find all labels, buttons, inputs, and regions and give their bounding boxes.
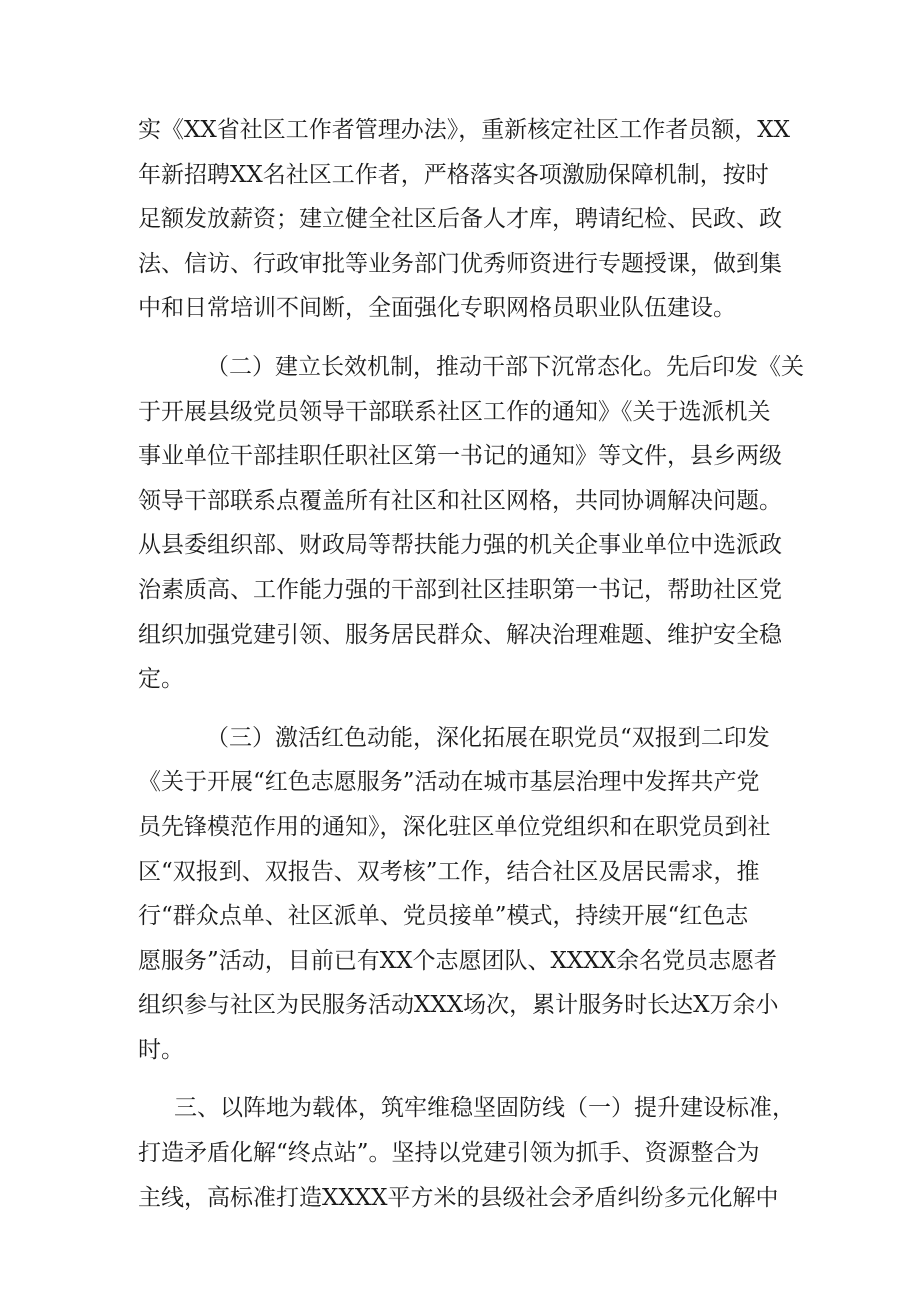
text-line: 愿服务”活动，目前已有XX个志愿团队、XXXX余名党员志愿者 (138, 947, 778, 974)
text-line: 行“群众点单、社区派单、党员接单”模式，持续开展“红色志 (138, 903, 749, 930)
text-line: 组织加强党建引领、服务居民群众、解决治理难题、维护安全稳 (138, 621, 782, 648)
text-line: 《关于开展“红色志愿服务”活动在城市基层治理中发挥共产党 (138, 769, 760, 796)
text-line: 年新招聘XX名社区工作者，严格落实各项激励保障机制，按时 (138, 161, 769, 188)
text-line: 足额发放薪资；建立健全社区后备人才库，聘请纪检、民政、政 (138, 206, 782, 233)
text-line: 法、信访、行政审批等业务部门优秀师资进行专题授课，做到集 (138, 250, 782, 277)
paragraph-gap (138, 702, 808, 716)
text-line: 区“双报到、双报告、双考核”工作，结合社区及居民需求，推 (138, 858, 760, 885)
text-line: 员先锋模范作用的通知》，深化驻区单位党组织和在职党员到社 (138, 813, 771, 840)
text-line: 时。 (138, 1036, 184, 1063)
paragraph-3 (138, 716, 808, 1073)
text-line: 实《XX省社区工作者管理办法》，重新核定社区工作者员额，XX (138, 117, 790, 143)
text-line: 于开展县级党员领导干部联系社区工作的通知》《关于选派机关 (138, 398, 771, 425)
paragraph-gap (138, 331, 808, 345)
text-line: 事业单位干部挂职任职社区第一书记的通知》等文件，县乡两级 (138, 443, 782, 470)
text-line: （二）建立长效机制，推动干部下沉常态化。先后印发《关 (206, 353, 804, 380)
text-line: 主线，高标准打造XXXX平方米的县级社会矛盾纠纷多元化解中 (138, 1184, 779, 1211)
text-line: 治素质高、工作能力强的干部到社区挂职第一书记，帮助社区党 (138, 576, 782, 603)
text-line: 组织参与社区为民服务活动XXX场次，累计服务时长达X万余小 (138, 992, 779, 1019)
paragraph-4 (138, 1086, 808, 1220)
text-line: （三）激活红色动能，深化拓展在职党员“双报到二印发 (206, 724, 770, 751)
text-line: 从县委组织部、财政局等帮扶能力强的机关企事业单位中选派政 (138, 532, 782, 559)
paragraph-gap (138, 1072, 808, 1086)
text-line: 中和日常培训不间断，全面强化专职网格员职业队伍建设。 (138, 295, 736, 322)
document-body (138, 108, 808, 1220)
text-line: 定。 (138, 666, 184, 693)
paragraph-1 (138, 108, 808, 331)
text-line: 打造矛盾化解“终点站”。坚持以党建引领为抓手、资源整合为 (138, 1140, 760, 1167)
text-line: 三、以阵地为载体，筑牢维稳坚固防线（一）提升建设标准， (174, 1095, 795, 1122)
paragraph-2 (138, 345, 808, 702)
text-line: 领导干部联系点覆盖所有社区和社区网格，共同协调解决问题。 (138, 487, 782, 514)
